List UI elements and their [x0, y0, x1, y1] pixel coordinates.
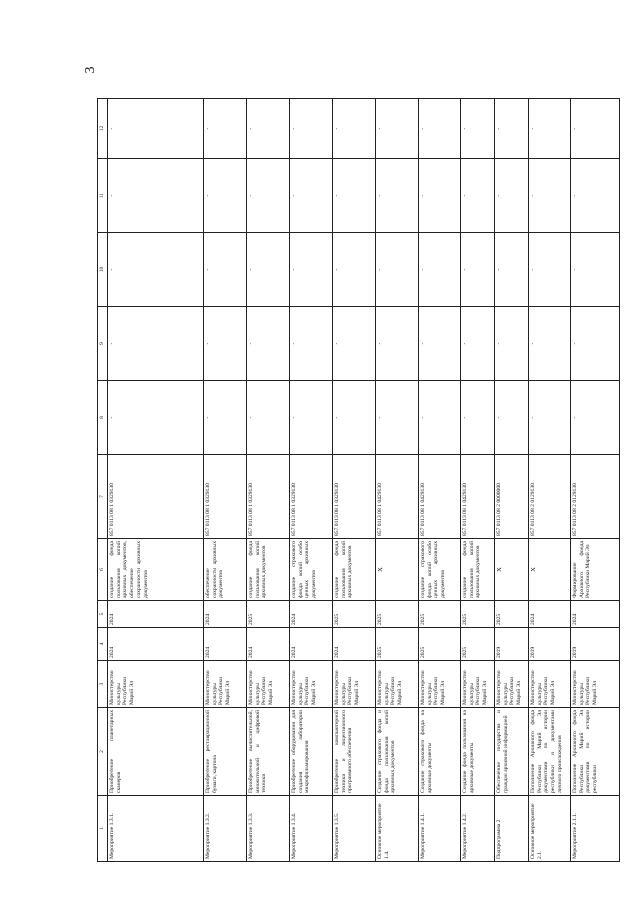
cell-col-4: 2019	[571, 628, 620, 661]
cell-col-11: -	[419, 159, 461, 233]
cell-col-5: 2025	[333, 601, 376, 628]
column-number-11: 11	[98, 159, 108, 233]
cell-col-9: -	[419, 307, 461, 381]
table-row	[204, 99, 247, 862]
table-row	[333, 99, 376, 862]
cell-col-5: 2025	[247, 601, 290, 628]
cell-col-5: 2024	[204, 601, 247, 628]
cell-col-7: 857 0113 08 2 0129130	[529, 455, 571, 539]
cell-col-4: 2024	[204, 628, 247, 661]
cell-col-9: -	[376, 307, 419, 381]
cell-col-9: -	[247, 307, 290, 381]
cell-col-7: 857 0113 08 1 0329130	[333, 455, 376, 539]
cell-col-1: Основное мероприятие 1.4.	[376, 796, 419, 862]
cell-col-7: 857 0113 08 2 0000000	[495, 455, 529, 539]
cell-col-6: создание фонда пользования копий архивных документов	[461, 539, 495, 601]
page-number: 3	[83, 66, 98, 74]
table-row	[419, 99, 461, 862]
rotated-table-container	[97, 99, 599, 862]
cell-col-6: создание фонда пользования копий архивных документов, обеспечение сохранности архивных документов	[108, 539, 204, 601]
cell-col-9: -	[108, 307, 204, 381]
cell-col-6: X	[495, 539, 529, 601]
cell-col-7: 857 0113 08 1 0329130	[290, 455, 333, 539]
cell-col-8: -	[495, 381, 529, 455]
cell-col-5: 2025	[495, 601, 529, 628]
cell-col-4: 2024	[290, 628, 333, 661]
cell-col-4: 2025	[461, 628, 495, 661]
cell-col-9: -	[290, 307, 333, 381]
cell-col-5: 2024	[290, 601, 333, 628]
column-number-row	[98, 99, 108, 862]
cell-col-10: -	[419, 233, 461, 307]
table-row	[461, 99, 495, 862]
cell-col-9: -	[495, 307, 529, 381]
table-row	[529, 99, 571, 862]
cell-col-3: Министерство культуры Республики Марий Эл	[290, 661, 333, 708]
cell-col-1: Мероприятие 1.4.2.	[461, 796, 495, 862]
cell-col-2: Приобретение реставрационной бумаги, картона	[204, 708, 247, 796]
cell-col-3: Министерство культуры Республики Марий Эл	[529, 661, 571, 708]
cell-col-4: 2019	[495, 628, 529, 661]
cell-col-2: Приобретение компьютерной техники и лицензионного программного обеспечения	[333, 708, 376, 796]
cell-col-1: Основное мероприятие 2.1.	[529, 796, 571, 862]
cell-col-1: Мероприятие 1.3.2.	[204, 796, 247, 862]
cell-col-11: -	[461, 159, 495, 233]
column-number-7: 7	[98, 455, 108, 539]
cell-col-6: создание страхового фонда копий особо ценных архивных документов	[290, 539, 333, 601]
cell-col-2: Создание страхового фонда и фонда пользования копий архивных документов	[376, 708, 419, 796]
cell-col-1: Мероприятие 1.4.1.	[419, 796, 461, 862]
cell-col-11: -	[529, 159, 571, 233]
column-number-8: 8	[98, 381, 108, 455]
cell-col-6: создание страхового фонда копий особо ценных архивных документов	[419, 539, 461, 601]
cell-col-6: обеспечение сохранности архивных документов	[204, 539, 247, 601]
cell-col-8: -	[108, 381, 204, 455]
column-number-3: 3	[98, 661, 108, 708]
cell-col-4: 2024	[333, 628, 376, 661]
cell-col-3: Министерство культуры Республики Марий Эл	[247, 661, 290, 708]
cell-col-6: создание фонда пользования копий архивных документов	[333, 539, 376, 601]
cell-col-7: 857 0113 08 1 0429130	[461, 455, 495, 539]
cell-col-2: Обеспечение государства и граждан архивной информацией	[495, 708, 529, 796]
column-number-10: 10	[98, 233, 108, 307]
table-row	[290, 99, 333, 862]
cell-col-12: -	[290, 99, 333, 159]
cell-col-12: -	[461, 99, 495, 159]
cell-col-11: -	[495, 159, 529, 233]
cell-col-2: Приобретение планетарных сканеров	[108, 708, 204, 796]
cell-col-1: Мероприятие 1.3.5.	[333, 796, 376, 862]
column-number-2: 2	[98, 708, 108, 796]
table-row	[247, 99, 290, 862]
cell-col-9: -	[204, 307, 247, 381]
cell-col-10: -	[529, 233, 571, 307]
cell-col-10: -	[495, 233, 529, 307]
cell-col-2: Создание фонда пользования на архивные документы	[461, 708, 495, 796]
cell-col-12: -	[376, 99, 419, 159]
cell-col-12: -	[247, 99, 290, 159]
cell-col-1: Мероприятие 1.3.3.	[247, 796, 290, 862]
cell-col-5: 2024	[108, 601, 204, 628]
column-number-5: 5	[98, 601, 108, 628]
cell-col-3: Министерство культуры Республики Марий Эл	[376, 661, 419, 708]
cell-col-5: 2025	[419, 601, 461, 628]
cell-col-2: Приобретение оборудования для создания лаборатории микрофильмирования	[290, 708, 333, 796]
cell-col-10: -	[247, 233, 290, 307]
cell-col-12: -	[108, 99, 204, 159]
cell-col-12: -	[204, 99, 247, 159]
cell-col-1: Мероприятие 1.3.4.	[290, 796, 333, 862]
cell-col-3: Министерство культуры Республики Марий Эл	[204, 661, 247, 708]
cell-col-7: 857 0113 08 1 0429130	[376, 455, 419, 539]
cell-col-9: -	[333, 307, 376, 381]
table-row	[495, 99, 529, 862]
cell-col-8: -	[247, 381, 290, 455]
cell-col-4: 2025	[419, 628, 461, 661]
cell-col-11: -	[333, 159, 376, 233]
cell-col-3: Министерство культуры Республики Марий Эл	[461, 661, 495, 708]
cell-col-7: 857 0113 08 2 0129130	[571, 455, 620, 539]
cell-col-9: -	[529, 307, 571, 381]
column-number-9: 9	[98, 307, 108, 381]
cell-col-8: -	[333, 381, 376, 455]
cell-col-10: -	[571, 233, 620, 307]
cell-col-12: -	[333, 99, 376, 159]
column-number-12: 12	[98, 99, 108, 159]
cell-col-12: -	[529, 99, 571, 159]
cell-col-10: -	[333, 233, 376, 307]
cell-col-8: -	[461, 381, 495, 455]
cell-col-4: 2025	[376, 628, 419, 661]
cell-col-7: 857 0113 08 1 0329130	[247, 455, 290, 539]
cell-col-10: -	[376, 233, 419, 307]
column-number-6: 6	[98, 539, 108, 601]
cell-col-1: Мероприятие 1.3.1.	[108, 796, 204, 862]
cell-col-5: 2024	[529, 601, 571, 628]
cell-col-12: -	[495, 99, 529, 159]
cell-col-1: Подпрограмма 2	[495, 796, 529, 862]
cell-col-1: Мероприятие 2.1.1.	[571, 796, 620, 862]
cell-col-8: -	[204, 381, 247, 455]
cell-col-5: 2024	[571, 601, 620, 628]
cell-col-8: -	[571, 381, 620, 455]
cell-col-5: 2025	[376, 601, 419, 628]
cell-col-4: 2024	[108, 628, 204, 661]
table-row	[108, 99, 204, 862]
cell-col-10: -	[290, 233, 333, 307]
cell-col-4: 2024	[247, 628, 290, 661]
cell-col-7: 857 0113 08 1 0329130	[108, 455, 204, 539]
cell-col-2: Пополнение Архивного фонда Республики Марий Эл документами по истории республики	[571, 708, 620, 796]
cell-col-9: -	[461, 307, 495, 381]
cell-col-11: -	[571, 159, 620, 233]
cell-col-10: -	[108, 233, 204, 307]
cell-col-7: 857 0113 08 1 0429130	[419, 455, 461, 539]
table-row	[376, 99, 419, 862]
cell-col-3: Министерство культуры Республики Марий Эл	[495, 661, 529, 708]
cell-col-11: -	[247, 159, 290, 233]
column-number-4: 4	[98, 628, 108, 661]
cell-col-3: Министерство культуры Республики Марий Эл	[333, 661, 376, 708]
cell-col-2: Создание страхового фонда на архивные документы	[419, 708, 461, 796]
cell-col-6: создание фонда пользования копий архивных документов	[247, 539, 290, 601]
cell-col-10: -	[461, 233, 495, 307]
cell-col-11: -	[290, 159, 333, 233]
table-row	[571, 99, 620, 862]
cell-col-6: Формирование Архивного фонда Республики Марий Эл	[571, 539, 620, 601]
cell-col-6: X	[529, 539, 571, 601]
cell-col-11: -	[376, 159, 419, 233]
cell-col-9: -	[571, 307, 620, 381]
cell-col-2: Пополнение Архивного фонда Республики Марий Эл документами по истории республики и документами личного происхождения	[529, 708, 571, 796]
cell-col-11: -	[108, 159, 204, 233]
cell-col-8: -	[376, 381, 419, 455]
cell-col-11: -	[204, 159, 247, 233]
table-body	[108, 99, 620, 862]
cell-col-6: X	[376, 539, 419, 601]
cell-col-4: 2019	[529, 628, 571, 661]
program-table	[97, 98, 620, 862]
cell-col-10: -	[204, 233, 247, 307]
cell-col-3: Министерство культуры Республики Марий Эл	[108, 661, 204, 708]
cell-col-5: 2025	[461, 601, 495, 628]
cell-col-12: -	[571, 99, 620, 159]
cell-col-3: Министерство культуры Республики Марий Эл	[419, 661, 461, 708]
cell-col-8: -	[419, 381, 461, 455]
cell-col-7: 857 0113 08 1 0329130	[204, 455, 247, 539]
cell-col-3: Министерство культуры Республики Марий Эл	[571, 661, 620, 708]
cell-col-8: -	[529, 381, 571, 455]
cell-col-2: Приобретение вычислительной, множительной и цифровой техники	[247, 708, 290, 796]
cell-col-8: -	[290, 381, 333, 455]
column-number-1: 1	[98, 796, 108, 862]
cell-col-12: -	[419, 99, 461, 159]
